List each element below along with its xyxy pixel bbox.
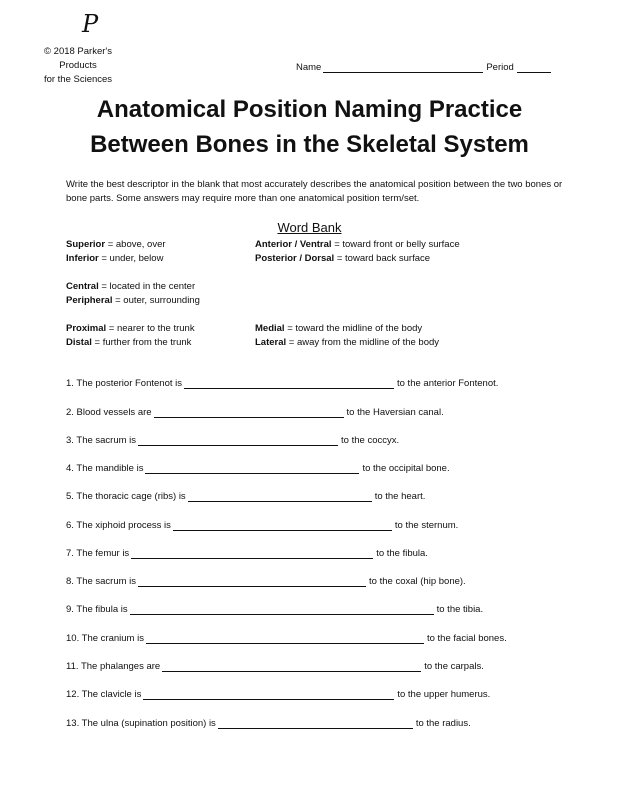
title-line1: Anatomical Position Naming Practice: [96, 96, 523, 123]
term-inferior: [66, 252, 166, 266]
question-prefix: 5. The thoracic cage (ribs) is: [66, 491, 186, 502]
question-prefix: 4. The mandible is: [66, 463, 144, 474]
question-suffix: to the occipital bone.: [362, 463, 450, 474]
question-suffix: to the coxal (hip bone).: [369, 576, 466, 587]
term-def: = toward front or belly surface: [331, 239, 460, 250]
term-def: = located in the center: [98, 281, 196, 292]
word-bank-col2-group1: [255, 238, 460, 266]
word-bank-col1-group1: [66, 238, 166, 266]
question-item: [66, 463, 450, 474]
question-prefix: 11. The phalanges are: [66, 661, 161, 672]
word-bank-title: [0, 220, 619, 235]
copyright-line1: © 2018 Parker's Products: [44, 46, 112, 71]
term-medial: [255, 322, 439, 336]
question-suffix: to the fibula.: [376, 548, 428, 559]
question-prefix: 10. The cranium is: [66, 633, 144, 644]
term-label: Anterior / Ventral: [255, 239, 332, 250]
name-period-bar: [296, 62, 551, 73]
name-label: Name: [296, 62, 322, 73]
question-suffix: to the Haversian canal.: [346, 407, 444, 418]
answer-blank[interactable]: [130, 604, 434, 615]
answer-blank[interactable]: [138, 435, 338, 446]
title-line2: Between Bones in the Skeletal System: [90, 131, 529, 158]
question-suffix: to the heart.: [374, 491, 426, 502]
word-bank-title-text: Word Bank: [277, 220, 342, 235]
question-suffix: to the sternum.: [394, 520, 459, 531]
question-prefix: 6. The xiphoid process is: [66, 520, 171, 531]
term-lateral: [255, 336, 439, 350]
question-prefix: 13. The ulna (supination position) is: [66, 718, 216, 729]
question-prefix: 2. Blood vessels are: [66, 407, 152, 418]
term-anterior: [255, 238, 460, 252]
answer-blank[interactable]: [162, 661, 421, 672]
term-def: = away from the midline of the body: [286, 337, 440, 348]
term-def: = toward back surface: [334, 253, 431, 264]
question-item: [66, 548, 428, 559]
term-label: Medial: [255, 323, 285, 334]
answer-blank[interactable]: [145, 463, 359, 474]
term-label: Central: [66, 281, 99, 292]
word-bank-col2-group3: [255, 322, 439, 350]
term-posterior: [255, 252, 460, 266]
question-suffix: to the upper humerus.: [397, 689, 491, 700]
question-prefix: 8. The sacrum is: [66, 576, 137, 587]
term-label: Inferior: [66, 253, 99, 264]
question-prefix: 7. The femur is: [66, 548, 130, 559]
term-label: Distal: [66, 337, 92, 348]
answer-blank[interactable]: [173, 520, 392, 531]
question-prefix: 3. The sacrum is: [66, 435, 137, 446]
answer-blank[interactable]: [146, 633, 424, 644]
term-proximal: [66, 322, 195, 336]
question-item: [66, 604, 483, 615]
term-def: = above, over: [105, 239, 166, 250]
question-suffix: to the anterior Fontenot.: [397, 378, 499, 389]
question-prefix: 1. The posterior Fontenot is: [66, 378, 182, 389]
term-label: Proximal: [66, 323, 107, 334]
term-peripheral: [66, 294, 200, 308]
question-prefix: 9. The fibula is: [66, 604, 128, 615]
question-item: [66, 520, 458, 531]
term-def: = toward the midline of the body: [284, 323, 423, 334]
word-bank-col1-group2: [66, 280, 200, 308]
question-item: [66, 576, 466, 587]
question-suffix: to the coccyx.: [341, 435, 400, 446]
term-def: = outer, surrounding: [112, 295, 200, 306]
question-item: [66, 491, 425, 502]
copyright: [28, 45, 128, 87]
term-label: Lateral: [255, 337, 287, 348]
term-def: = further from the trunk: [91, 337, 192, 348]
question-prefix: 12. The clavicle is: [66, 689, 142, 700]
question-item: [66, 718, 471, 729]
term-def: = under, below: [98, 253, 164, 264]
question-item: [66, 435, 399, 446]
term-label: Peripheral: [66, 295, 113, 306]
answer-blank[interactable]: [131, 548, 373, 559]
period-blank[interactable]: [517, 62, 551, 73]
question-item: [66, 378, 498, 389]
term-label: Superior: [66, 239, 106, 250]
question-item: [66, 689, 490, 700]
name-blank[interactable]: [323, 62, 483, 73]
question-item: [66, 661, 484, 672]
word-bank-col1-group3: [66, 322, 195, 350]
term-def: = nearer to the trunk: [106, 323, 195, 334]
page-title: [0, 92, 619, 162]
question-suffix: to the facial bones.: [426, 633, 507, 644]
answer-blank[interactable]: [184, 378, 394, 389]
answer-blank[interactable]: [143, 689, 394, 700]
copyright-line2: for the Sciences: [43, 74, 113, 85]
question-suffix: to the carpals.: [424, 661, 484, 672]
answer-blank[interactable]: [218, 718, 413, 729]
term-label: Posterior / Dorsal: [255, 253, 335, 264]
question-item: [66, 407, 444, 418]
instructions: Write the best descriptor in the blank that most accurately describes the anatomical position between the two bones or bone parts. Some answers may require more than one anatomical position term/set.: [66, 179, 563, 204]
answer-blank[interactable]: [188, 491, 372, 502]
question-item: [66, 633, 507, 644]
period-label: Period: [486, 62, 514, 73]
question-suffix: to the radius.: [415, 718, 471, 729]
term-superior: [66, 238, 166, 252]
answer-blank[interactable]: [138, 576, 366, 587]
term-distal: [66, 336, 195, 350]
question-suffix: to the tibia.: [436, 604, 484, 615]
term-central: [66, 280, 200, 294]
answer-blank[interactable]: [154, 407, 344, 418]
logo: P: [82, 10, 99, 38]
